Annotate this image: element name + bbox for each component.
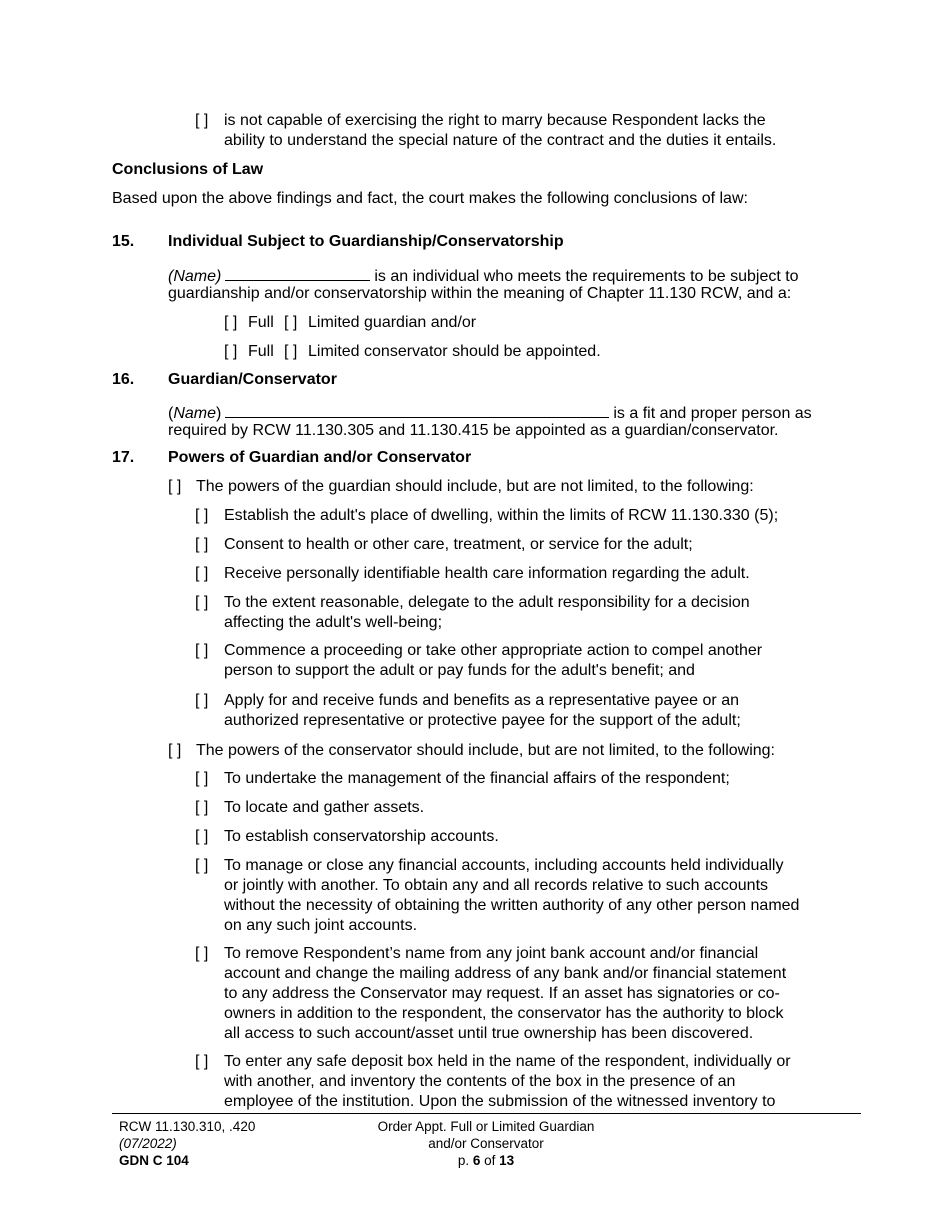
paren-open: ( [168,405,174,422]
label-full-conservator: Full [248,343,274,360]
section-16-line-2: required by RCW 11.130.305 and 11.130.415 be appointed as a guardian/conservator. [168,422,779,439]
checkbox-c3[interactable]: [ ] [195,828,209,845]
g3-text: Receive personally identifiable health care information regarding the adult. [224,565,750,582]
c1-text: To undertake the management of the financial affairs of the respondent; [224,770,730,787]
footer-rcw: RCW 11.130.310, .420 [119,1119,256,1134]
checkbox-c1[interactable]: [ ] [195,770,209,787]
checkbox-c2[interactable]: [ ] [195,799,209,816]
c5-line-3: to any address the Conservator may request. If an asset has signatories or co- [224,985,780,1002]
checkbox-g5[interactable]: [ ] [195,642,209,659]
c4-line-2: or jointly with another. To obtain any and all records relative to such accounts [224,877,769,894]
checkbox-limited-conservator[interactable]: [ ] [284,343,298,360]
section-15-number: 15. [112,233,135,250]
page-of: of [484,1153,496,1168]
checkbox-full-guardian[interactable]: [ ] [224,314,238,331]
section-17-title: Powers of Guardian and/or Conservator [168,449,472,466]
footer-title-line-1: Order Appt. Full or Limited Guardian [377,1119,595,1134]
page-current: 6 [472,1153,481,1168]
c3-text: To establish conservatorship accounts. [224,828,499,845]
footer-divider [112,1113,861,1114]
c5-line-1: To remove Respondent’s name from any joint bank account and/or financial [224,945,759,962]
checkbox-c5[interactable]: [ ] [195,945,209,962]
section-16-line-1-text: is a fit and proper person as [613,405,812,422]
g5-line-1: Commence a proceeding or take other appropriate action to compel another [224,642,763,659]
c5-line-5: all access to such account/asset until true ownership has been discovered. [224,1025,754,1042]
conclusions-intro: Based upon the above findings and fact, the court makes the following conclusions of law: [112,190,748,207]
page-total: 13 [499,1153,515,1168]
footer-form-number: GDN C 104 [119,1153,189,1168]
checkbox-g3[interactable]: [ ] [195,565,209,582]
g1-text: Establish the adult's place of dwelling, within the limits of RCW 11.130.330 (5); [224,507,779,524]
g4-line-1: To the extent reasonable, delegate to the adult responsibility for a decision [224,594,750,611]
intro-item-line-1: is not capable of exercising the right to marry because Respondent lacks the [224,112,766,129]
footer-title-line-2: and/or Conservator [428,1136,544,1151]
checkbox-limited-guardian[interactable]: [ ] [284,314,298,331]
name-blank[interactable] [225,264,370,281]
conservator-powers-intro: The powers of the conservator should include, but are not limited, to the following: [196,742,775,759]
checkbox-guardian-powers[interactable]: [ ] [168,478,182,495]
checkbox-c6[interactable]: [ ] [195,1053,209,1070]
checkbox-c4[interactable]: [ ] [195,857,209,874]
checkbox-marry[interactable]: [ ] [195,112,209,129]
c5-line-4: owners in addition to the respondent, the conservator has the authority to block [224,1005,784,1022]
g2-text: Consent to health or other care, treatment, or service for the adult; [224,536,693,553]
section-16-number: 16. [112,371,135,388]
g6-line-2: authorized representative or protective payee for the support of the adult; [224,712,741,729]
c4-line-1: To manage or close any financial accounts, including accounts held individually [224,857,784,874]
g4-line-2: affecting the adult's well-being; [224,614,443,631]
checkbox-g1[interactable]: [ ] [195,507,209,524]
section-15-title: Individual Subject to Guardianship/Conservatorship [168,233,564,250]
label-full-guardian: Full [248,314,274,331]
c2-text: To locate and gather assets. [224,799,425,816]
c5-line-2: account and change the mailing address of any bank and/or financial statement [224,965,787,982]
label-limited-guardian: Limited guardian and/or [308,314,477,331]
checkbox-g4[interactable]: [ ] [195,594,209,611]
section-15-line-1-text: is an individual who meets the requirements to be subject to [374,268,799,285]
checkbox-conservator-powers[interactable]: [ ] [168,742,182,759]
intro-item-line-2: ability to understand the special nature of the contract and the duties it entails. [224,132,777,149]
footer-page-number [458,1152,514,1169]
guardian-powers-intro: The powers of the guardian should include, but are not limited, to the following: [196,478,754,495]
name-word: Name [173,405,217,422]
c6-line-2: with another, and inventory the contents of the box in the presence of an [224,1073,736,1090]
c4-line-3: without the necessity of obtaining the written authority of any other person named [224,897,800,914]
c6-line-3: employee of the institution. Upon the submission of the witnessed inventory to [224,1093,776,1110]
checkbox-full-conservator[interactable]: [ ] [224,343,238,360]
checkbox-g2[interactable]: [ ] [195,536,209,553]
g6-line-1: Apply for and receive funds and benefits as a representative payee or an [224,692,739,709]
section-15-line-2: guardianship and/or conservatorship within the meaning of Chapter 11.130 RCW, and a: [168,285,792,302]
page-prefix: p. [457,1153,470,1168]
guardian-name-blank[interactable] [225,401,609,418]
name-label: (Name) [168,268,222,285]
conclusions-heading: Conclusions of Law [112,161,264,178]
paren-close: ) [216,405,222,422]
footer-date: (07/2022) [119,1136,177,1151]
section-16-title: Guardian/Conservator [168,371,337,388]
c4-line-4: on any such joint accounts. [224,917,418,934]
label-limited-conservator: Limited conservator should be appointed. [308,343,601,360]
g5-line-2: person to support the adult or pay funds for the adult's benefit; and [224,662,695,679]
section-17-number: 17. [112,449,135,466]
c6-line-1: To enter any safe deposit box held in the name of the respondent, individually or [224,1053,791,1070]
checkbox-g6[interactable]: [ ] [195,692,209,709]
